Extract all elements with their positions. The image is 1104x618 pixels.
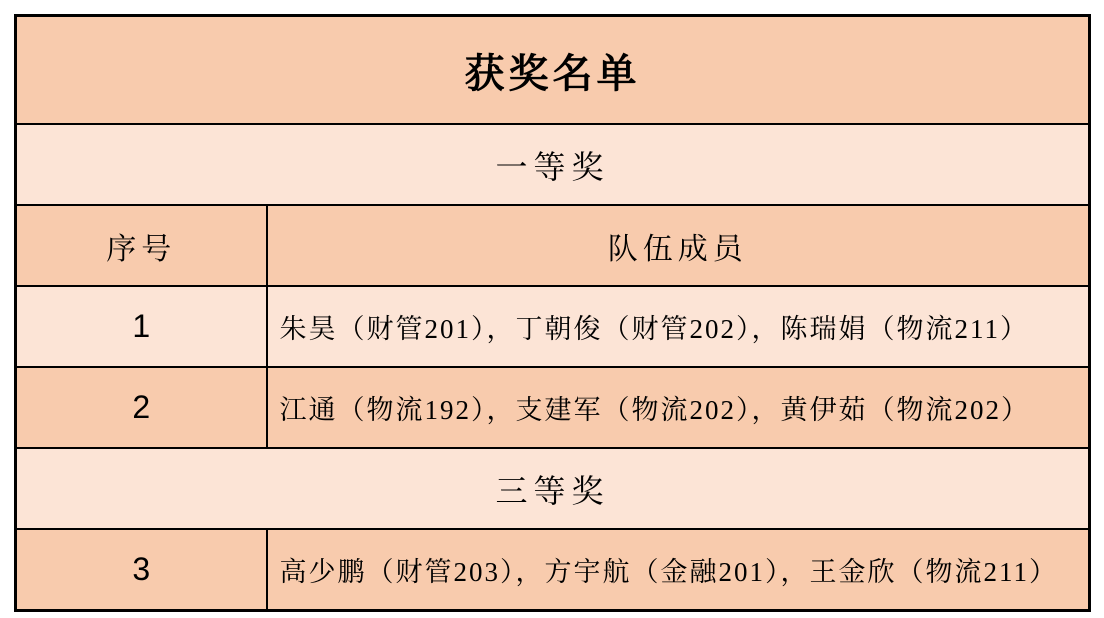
table-row-prize-first <box>16 124 1090 205</box>
prize-header-first: 一等奖 <box>16 124 1090 205</box>
table-title: 获奖名单 <box>16 16 1090 125</box>
award-list-table <box>14 14 1091 612</box>
column-header-index: 序号 <box>16 205 267 286</box>
row-2-index: 2 <box>16 367 267 448</box>
column-header-members: 队伍成员 <box>267 205 1090 286</box>
award-list-table-container <box>14 14 1088 602</box>
table-row <box>16 286 1090 367</box>
row-1-index: 1 <box>16 286 267 367</box>
row-1-members: 朱昊（财管201），丁朝俊（财管202），陈瑞娟（物流211） <box>267 286 1090 367</box>
table-row <box>16 367 1090 448</box>
row-3-index: 3 <box>16 529 267 611</box>
table-row-prize-third <box>16 448 1090 529</box>
table-row-title <box>16 16 1090 125</box>
table-row-column-headers <box>16 205 1090 286</box>
row-3-members: 高少鹏（财管203），方宇航（金融201），王金欣（物流211） <box>267 529 1090 611</box>
table-row <box>16 529 1090 611</box>
prize-header-third: 三等奖 <box>16 448 1090 529</box>
row-2-members: 江通（物流192），支建军（物流202），黄伊茹（物流202） <box>267 367 1090 448</box>
